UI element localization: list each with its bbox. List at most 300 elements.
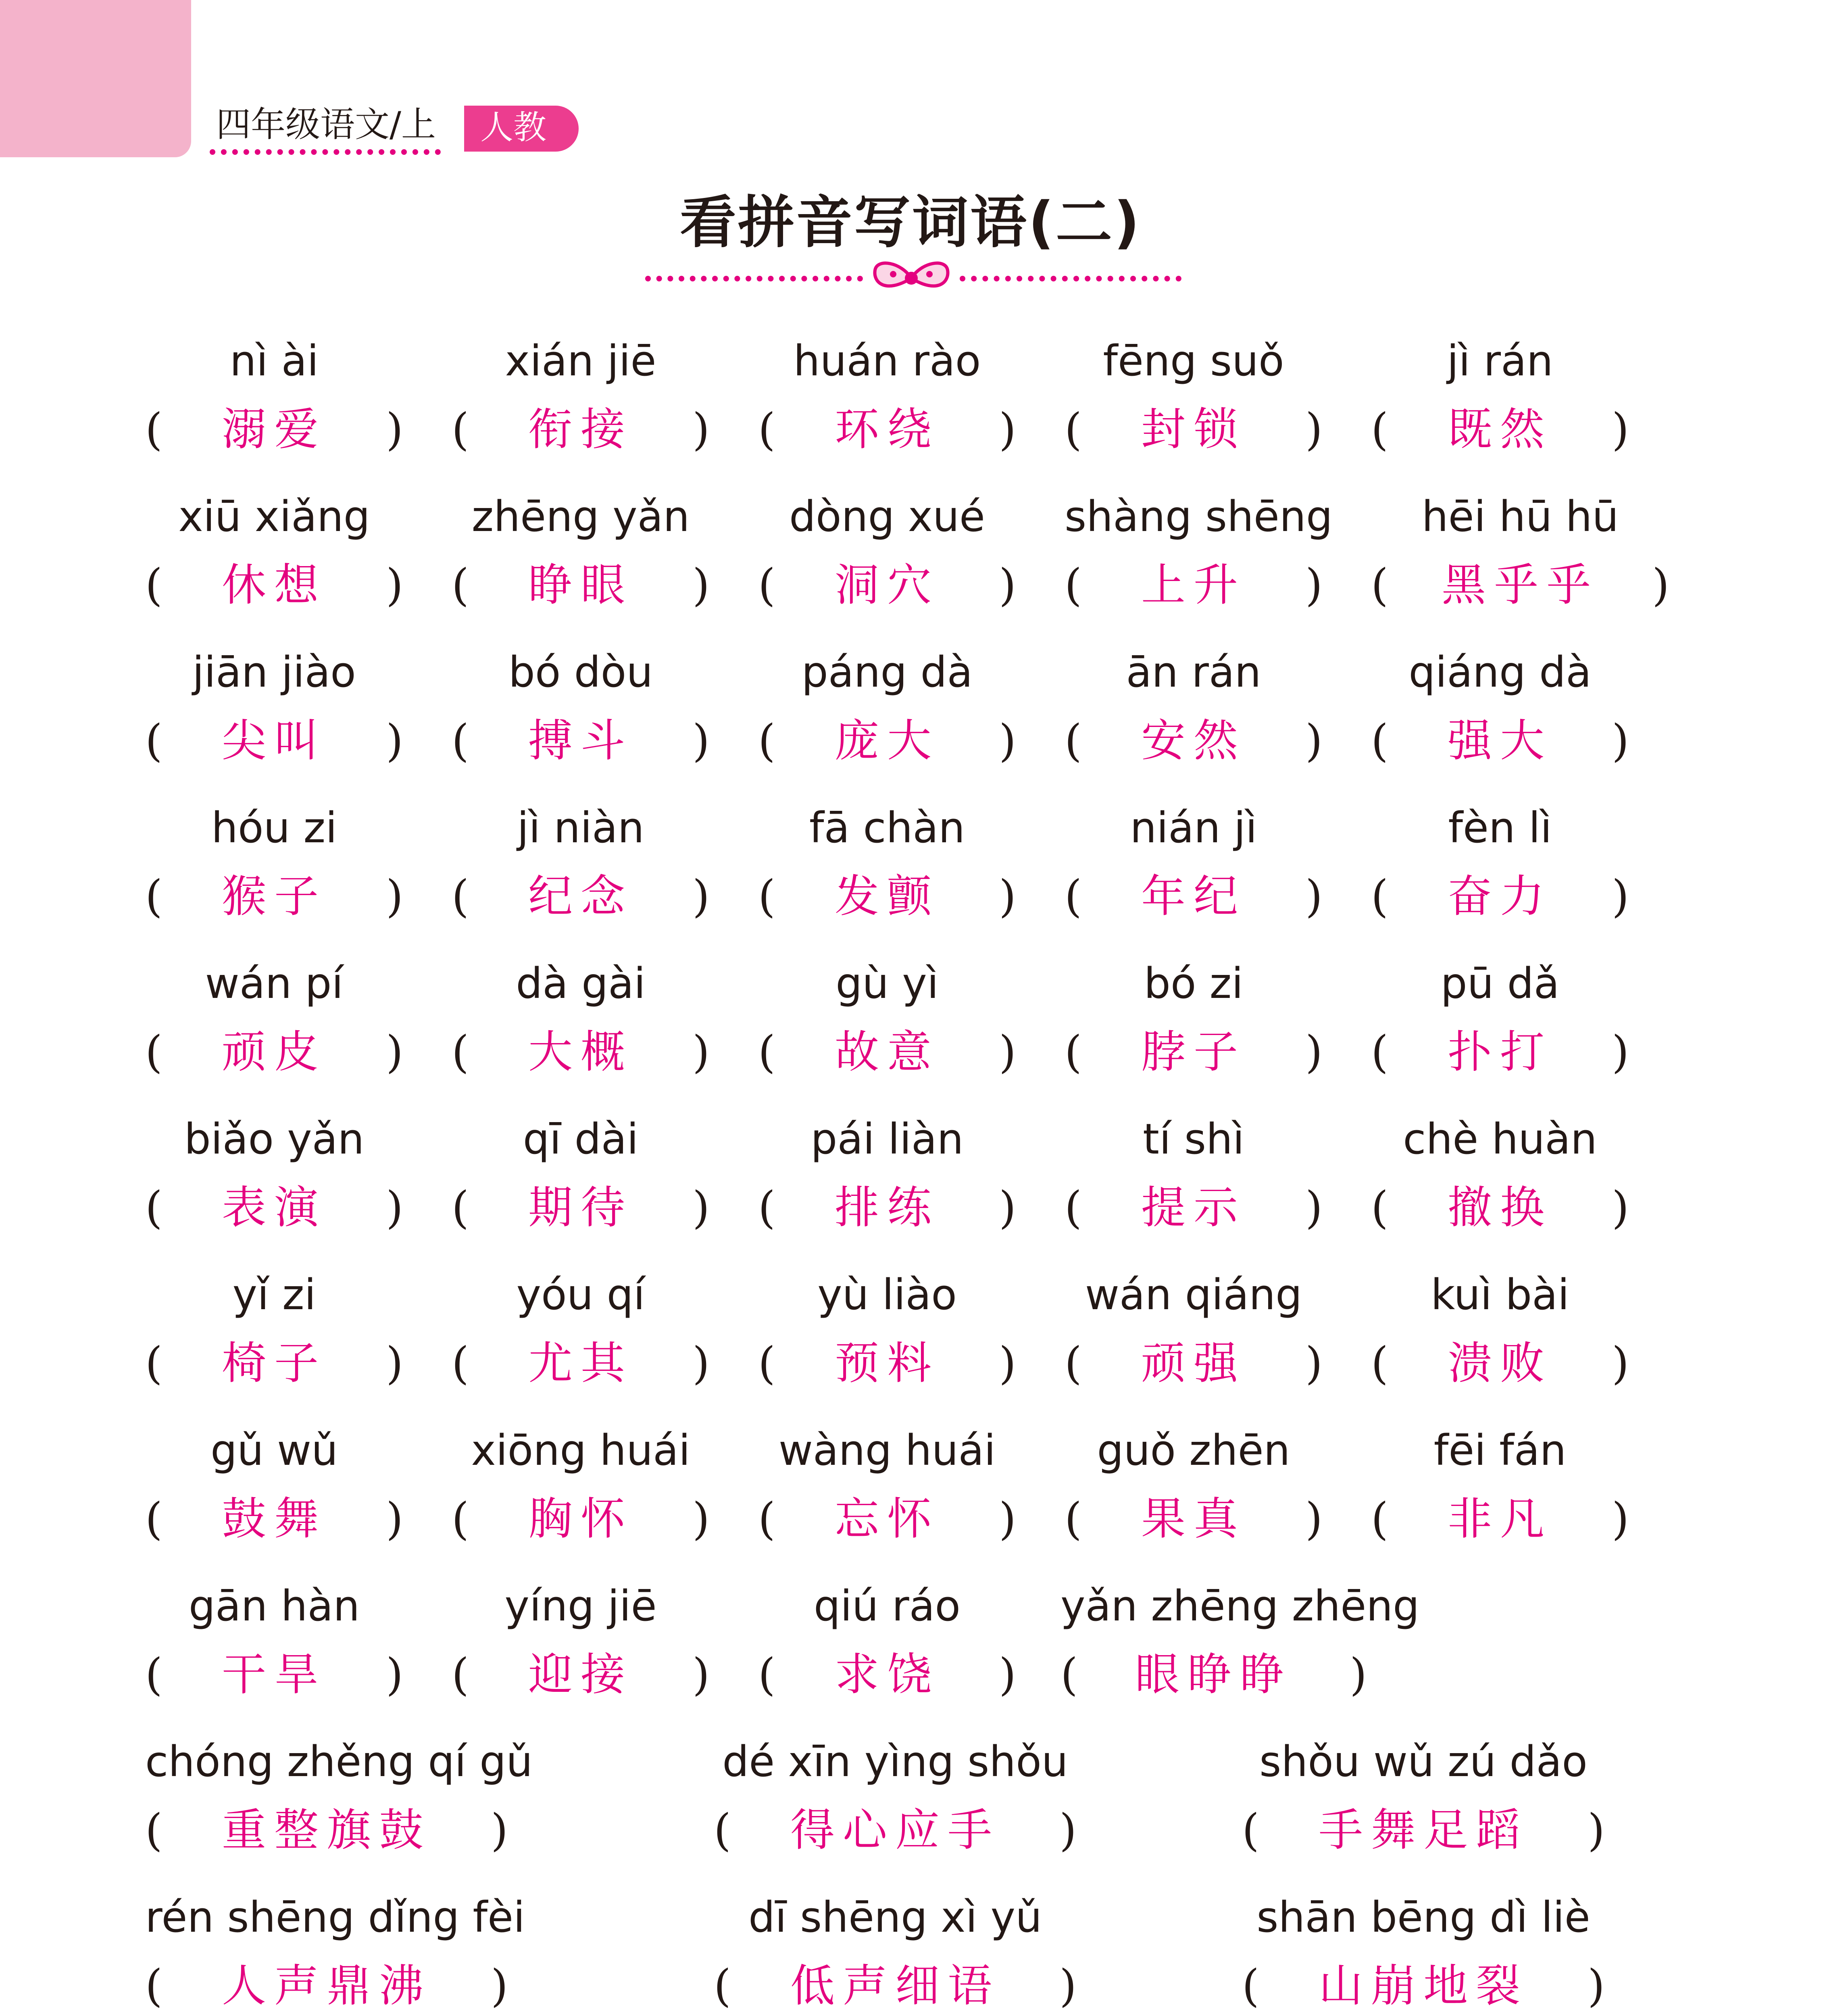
paren-close: ) (692, 404, 710, 455)
pinyin-prompt: wán qiáng (1085, 1270, 1302, 1319)
paren-close: ) (999, 1337, 1016, 1389)
paren-close: ) (999, 559, 1016, 611)
exercise-item (145, 1268, 403, 1414)
answer-box (452, 1644, 710, 1705)
pinyin-prompt: bó zi (1144, 959, 1244, 1008)
answer-box (1371, 555, 1669, 615)
paren-close: ) (386, 404, 403, 455)
paren-open: ( (1065, 559, 1082, 611)
paren-open: ( (714, 1804, 731, 1856)
exercise-item (1065, 802, 1323, 947)
paren-close: ) (386, 559, 403, 611)
exercise-item (452, 802, 710, 947)
paren-open: ( (452, 871, 469, 922)
answer-box (145, 1489, 403, 1549)
exercise-item (758, 335, 1016, 480)
answer-word: 重整旗鼓 (222, 1804, 431, 1856)
answer-box (452, 866, 710, 927)
pinyin-prompt: jiān jiào (192, 648, 356, 697)
exercise-item (1371, 1424, 1629, 1569)
pinyin-prompt: wán pí (205, 959, 344, 1008)
answer-word: 衔接 (528, 404, 633, 455)
answer-box (145, 866, 403, 927)
answer-word: 非凡 (1448, 1493, 1552, 1545)
exercise-item (452, 1113, 710, 1258)
answer-box (145, 1800, 508, 1860)
exercise-item (1242, 1735, 1605, 1881)
answer-box (1371, 1333, 1629, 1393)
exercise-item (1061, 1580, 1420, 1725)
paren-open: ( (714, 1960, 731, 2012)
answer-box (758, 1022, 1016, 1082)
paren-close: ) (1305, 1493, 1323, 1545)
paren-close: ) (999, 404, 1016, 455)
exercise-item (1065, 646, 1323, 791)
pinyin-prompt: qiú ráo (814, 1581, 961, 1631)
exercise-item (145, 1735, 533, 1881)
exercise-item (452, 646, 710, 791)
pinyin-prompt: fēi fán (1433, 1426, 1567, 1475)
answer-word: 脖子 (1141, 1026, 1246, 1078)
answer-word: 求饶 (835, 1649, 940, 1700)
answer-word: 胸怀 (528, 1493, 633, 1545)
answer-word: 年纪 (1141, 871, 1246, 922)
pinyin-prompt: yóu qí (516, 1270, 645, 1319)
answer-word: 庞大 (835, 715, 940, 766)
answer-word: 搏斗 (528, 715, 633, 766)
answer-word: 休想 (222, 559, 327, 611)
pinyin-prompt: yǎn zhēng zhēng (1061, 1581, 1420, 1631)
paren-close: ) (1305, 715, 1323, 766)
answer-box (758, 866, 1016, 927)
paren-open: ( (452, 1493, 469, 1545)
exercise-item (452, 1424, 710, 1569)
exercise-item (714, 1735, 1077, 1881)
pinyin-prompt: guǒ zhēn (1097, 1426, 1290, 1475)
answer-box (1065, 866, 1323, 927)
paren-close: ) (1612, 715, 1629, 766)
paren-open: ( (1065, 715, 1082, 766)
pinyin-prompt: yù liào (817, 1270, 957, 1319)
paren-open: ( (145, 1182, 163, 1233)
paren-open: ( (758, 1026, 775, 1078)
answer-box (1371, 710, 1629, 771)
answer-word: 溃败 (1448, 1337, 1552, 1389)
exercise-item (1371, 490, 1669, 635)
paren-close: ) (491, 1804, 508, 1856)
answer-word: 椅子 (222, 1337, 327, 1389)
pinyin-prompt: xiū xiǎng (178, 492, 370, 541)
paren-close: ) (1059, 1804, 1077, 1856)
paren-open: ( (758, 1182, 775, 1233)
paren-open: ( (1371, 1337, 1388, 1389)
page-title: 看拼音写词语(二) (680, 190, 1141, 256)
answer-word: 排练 (835, 1182, 940, 1233)
paren-open: ( (758, 404, 775, 455)
pinyin-prompt: chóng zhěng qí gǔ (145, 1737, 533, 1786)
paren-close: ) (386, 1337, 403, 1389)
paren-close: ) (999, 1649, 1016, 1700)
answer-word: 山崩地裂 (1319, 1960, 1528, 2012)
paren-close: ) (1612, 1337, 1629, 1389)
grade-label: 四年级语文/上 (210, 107, 441, 155)
paren-open: ( (1242, 1960, 1259, 2012)
exercise-item (145, 490, 403, 635)
answer-box (758, 710, 1016, 771)
paren-close: ) (1305, 559, 1323, 611)
paren-close: ) (386, 1493, 403, 1545)
exercise-item (758, 646, 1016, 791)
pinyin-prompt: biǎo yǎn (184, 1114, 365, 1164)
answer-box (1065, 710, 1323, 771)
answer-box (452, 555, 710, 615)
answer-box (1065, 1177, 1323, 1238)
pinyin-prompt: qiáng dà (1408, 648, 1592, 697)
answer-box (452, 1022, 710, 1082)
paren-close: ) (1612, 404, 1629, 455)
pinyin-prompt: jì rán (1447, 336, 1553, 385)
exercise-item (145, 1113, 403, 1258)
paren-close: ) (999, 715, 1016, 766)
exercise-item (714, 1891, 1077, 2016)
paren-open: ( (452, 404, 469, 455)
pinyin-prompt: hóu zi (211, 803, 337, 852)
paren-open: ( (1065, 404, 1082, 455)
pinyin-prompt: fēng suǒ (1103, 336, 1284, 385)
exercise-item (1242, 1891, 1605, 2016)
answer-box (452, 1177, 710, 1238)
answer-box (145, 1956, 508, 2016)
answer-box (452, 1333, 710, 1393)
exercise-item (145, 335, 403, 480)
answer-word: 强大 (1448, 715, 1552, 766)
answer-word: 提示 (1141, 1182, 1246, 1233)
pinyin-prompt: kuì bài (1431, 1270, 1569, 1319)
exercise-item (1065, 957, 1323, 1102)
paren-open: ( (452, 715, 469, 766)
paren-close: ) (692, 1182, 710, 1233)
paren-open: ( (758, 1493, 775, 1545)
paren-close: ) (386, 1026, 403, 1078)
paren-open: ( (145, 1960, 163, 2012)
paren-open: ( (145, 1493, 163, 1545)
pinyin-prompt: rén shēng dǐng fèi (145, 1893, 525, 1942)
answer-box (758, 1489, 1016, 1549)
answer-box (758, 1177, 1016, 1238)
exercise-item (1371, 802, 1629, 947)
answer-word: 既然 (1448, 404, 1552, 455)
answer-box (758, 555, 1016, 615)
paren-open: ( (1371, 559, 1388, 611)
paren-close: ) (1612, 1493, 1629, 1545)
answer-box (145, 1177, 403, 1238)
answer-word: 封锁 (1141, 404, 1246, 455)
paren-open: ( (758, 871, 775, 922)
pinyin-prompt: shǒu wǔ zú dǎo (1259, 1737, 1588, 1786)
exercise-item (452, 1580, 710, 1725)
answer-box (452, 710, 710, 771)
paren-close: ) (1612, 1182, 1629, 1233)
paren-open: ( (145, 559, 163, 611)
paren-close: ) (1612, 871, 1629, 922)
answer-word: 低声细语 (790, 1960, 1000, 2012)
exercise-item (1065, 335, 1323, 480)
answer-word: 表演 (222, 1182, 327, 1233)
paren-close: ) (386, 871, 403, 922)
answer-box (714, 1800, 1077, 1860)
paren-open: ( (1371, 715, 1388, 766)
answer-box (1065, 1489, 1323, 1549)
exercise-item (452, 335, 710, 480)
pinyin-prompt: hēi hū hū (1421, 492, 1619, 541)
paren-open: ( (1065, 1493, 1082, 1545)
paren-open: ( (1371, 1182, 1388, 1233)
paren-open: ( (145, 871, 163, 922)
paren-close: ) (1305, 1182, 1323, 1233)
paren-open: ( (758, 715, 775, 766)
answer-box (1242, 1800, 1605, 1860)
exercise-item (1065, 1424, 1323, 1569)
answer-box (145, 710, 403, 771)
paren-open: ( (145, 404, 163, 455)
answer-word: 预料 (835, 1337, 940, 1389)
answer-box (145, 1644, 403, 1705)
answer-box (1061, 1644, 1367, 1705)
answer-box (1371, 1022, 1629, 1082)
pinyin-prompt: xiōng huái (471, 1426, 690, 1475)
pinyin-prompt: wàng huái (778, 1426, 996, 1475)
paren-open: ( (1061, 1649, 1078, 1700)
paren-close: ) (491, 1960, 508, 2012)
pinyin-prompt: xián jiē (505, 336, 656, 385)
exercise-item (758, 1268, 1016, 1414)
answer-word: 环绕 (835, 404, 940, 455)
paren-close: ) (1588, 1804, 1605, 1856)
answer-word: 黑乎乎 (1442, 559, 1599, 611)
paren-open: ( (452, 1337, 469, 1389)
pinyin-prompt: shàng shēng (1065, 492, 1333, 541)
pinyin-prompt: jì niàn (517, 803, 644, 852)
pinyin-prompt: huán rào (793, 336, 981, 385)
exercise-item (452, 1268, 710, 1414)
answer-word: 奋力 (1448, 871, 1552, 922)
paren-open: ( (145, 1337, 163, 1389)
exercise-item (145, 802, 403, 947)
answer-box (758, 1333, 1016, 1393)
pinyin-prompt: chè huàn (1403, 1114, 1597, 1164)
paren-close: ) (999, 1493, 1016, 1545)
exercise-item (1065, 1113, 1323, 1258)
pinyin-prompt: qī dài (523, 1114, 639, 1164)
pinyin-prompt: nì ài (229, 336, 319, 385)
exercise-item (758, 490, 1016, 635)
exercise-item (758, 802, 1016, 947)
exercise-item (452, 490, 710, 635)
pinyin-prompt: yíng jiē (504, 1581, 657, 1631)
pinyin-prompt: bó dòu (508, 648, 653, 697)
answer-word: 干旱 (222, 1649, 327, 1700)
exercise-item (145, 1891, 525, 2016)
paren-close: ) (999, 1026, 1016, 1078)
pinyin-prompt: yǐ zi (232, 1270, 316, 1319)
exercise-item (758, 1424, 1016, 1569)
answer-word: 期待 (528, 1182, 633, 1233)
exercise-item (1371, 957, 1629, 1102)
answer-box (1065, 1333, 1323, 1393)
pinyin-prompt: fèn lì (1448, 803, 1552, 852)
exercise-item (1065, 1268, 1323, 1414)
pinyin-prompt: shān bēng dì liè (1256, 1893, 1590, 1942)
paren-open: ( (452, 1182, 469, 1233)
exercise-item (1371, 646, 1629, 791)
paren-close: ) (1059, 1960, 1077, 2012)
answer-box (1065, 555, 1323, 615)
paren-open: ( (1065, 1337, 1082, 1389)
exercise-item (145, 957, 403, 1102)
answer-word: 眼睁睁 (1135, 1649, 1292, 1700)
answer-word: 忘怀 (835, 1493, 940, 1545)
paren-open: ( (1371, 871, 1388, 922)
paren-close: ) (1350, 1649, 1367, 1700)
paren-close: ) (1305, 1026, 1323, 1078)
paren-open: ( (1065, 1182, 1082, 1233)
paren-open: ( (1242, 1804, 1259, 1856)
pinyin-prompt: dòng xué (789, 492, 986, 541)
pinyin-prompt: pū dǎ (1440, 959, 1560, 1008)
paren-open: ( (1065, 1026, 1082, 1078)
paren-close: ) (999, 1182, 1016, 1233)
paren-open: ( (145, 715, 163, 766)
exercise-item (758, 1113, 1016, 1258)
answer-word: 安然 (1141, 715, 1246, 766)
answer-word: 撤换 (1448, 1182, 1552, 1233)
answer-box (145, 399, 403, 460)
answer-word: 猴子 (222, 871, 327, 922)
paren-close: ) (692, 1026, 710, 1078)
exercise-item (758, 1580, 1016, 1725)
answer-word: 得心应手 (790, 1804, 1000, 1856)
paren-close: ) (692, 1337, 710, 1389)
answer-box (1371, 1177, 1629, 1238)
pinyin-prompt: tí shì (1143, 1114, 1244, 1164)
paren-open: ( (1371, 404, 1388, 455)
paren-close: ) (1612, 1026, 1629, 1078)
paren-close: ) (1652, 559, 1669, 611)
answer-box (1242, 1956, 1605, 2016)
paren-open: ( (452, 1026, 469, 1078)
paren-close: ) (1588, 1960, 1605, 2012)
answer-box (758, 1644, 1016, 1705)
paren-open: ( (1371, 1026, 1388, 1078)
answer-word: 手舞足蹈 (1319, 1804, 1528, 1856)
exercise-item (452, 957, 710, 1102)
answer-box (1371, 399, 1629, 460)
exercise-item (1371, 335, 1629, 480)
paren-open: ( (1065, 871, 1082, 922)
answer-word: 大概 (528, 1026, 633, 1078)
pinyin-prompt: gān hàn (188, 1581, 360, 1631)
edition-badge: 人教 (464, 106, 579, 152)
exercise-item (1065, 490, 1333, 635)
exercise-item (145, 646, 403, 791)
answer-word: 尖叫 (222, 715, 327, 766)
exercise-item (1371, 1113, 1629, 1258)
answer-word: 上升 (1141, 559, 1246, 611)
paren-open: ( (145, 1026, 163, 1078)
answer-box (1065, 1022, 1323, 1082)
answer-word: 洞穴 (835, 559, 940, 611)
paren-open: ( (145, 1804, 163, 1856)
pinyin-prompt: gǔ wǔ (210, 1426, 338, 1475)
paren-open: ( (452, 559, 469, 611)
pinyin-prompt: dà gài (516, 959, 646, 1008)
paren-open: ( (758, 1337, 775, 1389)
paren-open: ( (758, 559, 775, 611)
answer-word: 顽皮 (222, 1026, 327, 1078)
exercise-item (145, 1580, 403, 1725)
exercise-item (145, 1424, 403, 1569)
pinyin-prompt: dī shēng xì yǔ (748, 1893, 1042, 1942)
pinyin-prompt: nián jì (1130, 803, 1257, 852)
answer-box (452, 399, 710, 460)
pinyin-prompt: ān rán (1126, 648, 1261, 697)
pinyin-prompt: páng dà (801, 648, 973, 697)
answer-word: 人声鼎沸 (222, 1960, 431, 2012)
answer-box (145, 555, 403, 615)
paren-close: ) (692, 871, 710, 922)
answer-box (145, 1333, 403, 1393)
paren-close: ) (1305, 404, 1323, 455)
paren-open: ( (145, 1649, 163, 1700)
answer-box (714, 1956, 1077, 2016)
answer-word: 迎接 (528, 1649, 633, 1700)
answer-box (758, 399, 1016, 460)
pinyin-prompt: dé xīn yìng shǒu (722, 1737, 1068, 1786)
answer-word: 顽强 (1141, 1337, 1246, 1389)
paren-close: ) (386, 1182, 403, 1233)
answer-box (145, 1022, 403, 1082)
answer-box (1371, 866, 1629, 927)
answer-word: 纪念 (528, 871, 633, 922)
pinyin-prompt: fā chàn (809, 803, 965, 852)
pinyin-prompt: gù yì (835, 959, 939, 1008)
answer-word: 发颤 (835, 871, 940, 922)
paren-open: ( (1371, 1493, 1388, 1545)
paren-close: ) (692, 1493, 710, 1545)
paren-close: ) (386, 715, 403, 766)
paren-close: ) (692, 715, 710, 766)
paren-close: ) (1305, 871, 1323, 922)
paren-close: ) (386, 1649, 403, 1700)
answer-word: 果真 (1141, 1493, 1246, 1545)
paren-close: ) (1305, 1337, 1323, 1389)
answer-word: 扑打 (1448, 1026, 1552, 1078)
answer-word: 鼓舞 (222, 1493, 327, 1545)
answer-box (1371, 1489, 1629, 1549)
paren-close: ) (999, 871, 1016, 922)
answer-word: 睁眼 (528, 559, 633, 611)
answer-box (1065, 399, 1323, 460)
exercise-item (758, 957, 1016, 1102)
answer-box (452, 1489, 710, 1549)
pinyin-prompt: zhēng yǎn (471, 492, 690, 541)
paren-close: ) (692, 559, 710, 611)
paren-open: ( (452, 1649, 469, 1700)
pinyin-prompt: pái liàn (810, 1114, 964, 1164)
paren-open: ( (758, 1649, 775, 1700)
paren-close: ) (692, 1649, 710, 1700)
answer-word: 溺爱 (222, 404, 327, 455)
